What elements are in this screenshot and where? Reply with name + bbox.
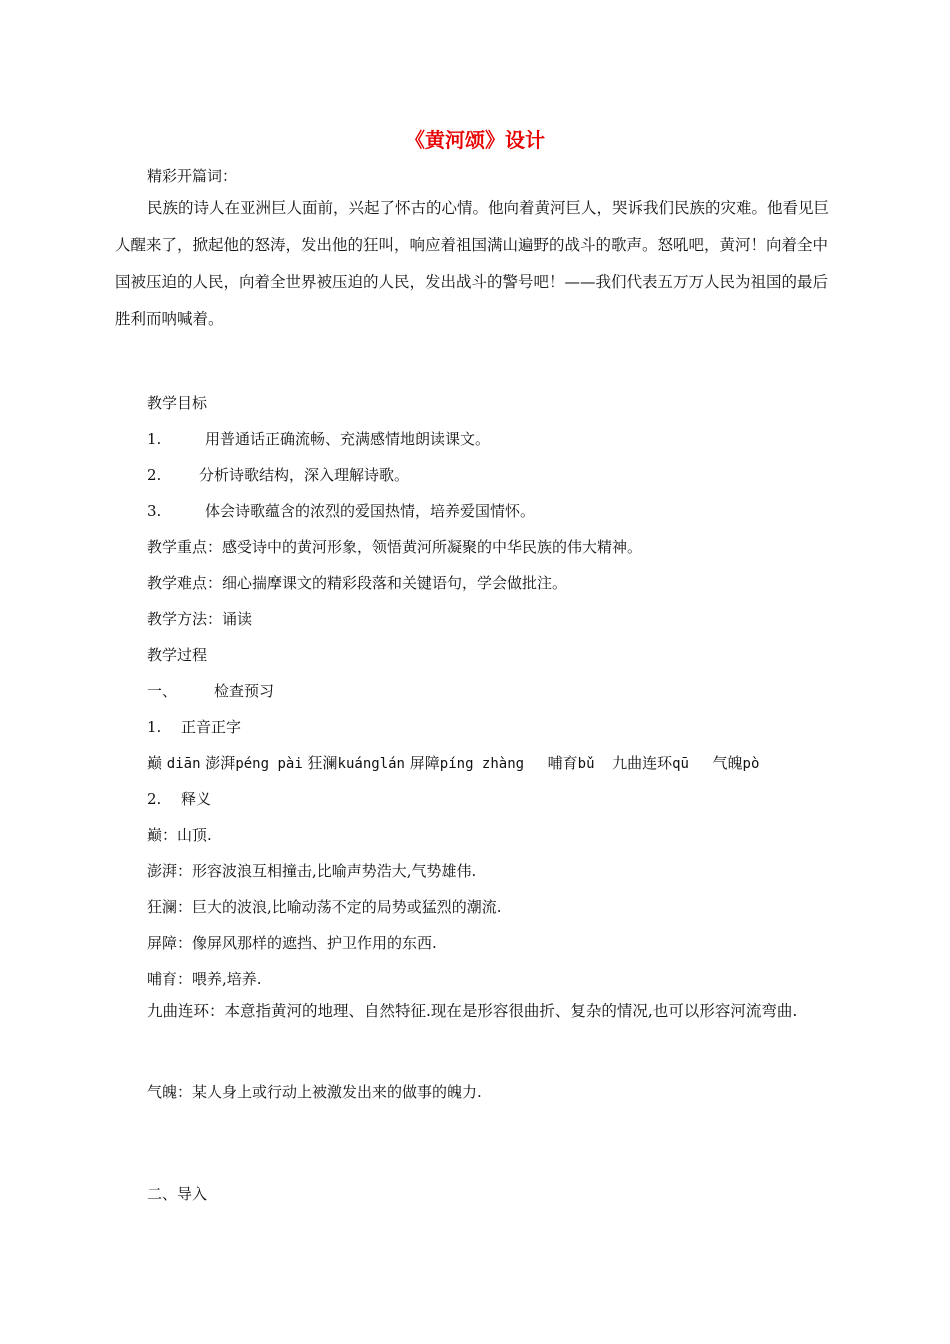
pinyin-reading: qū — [672, 756, 689, 772]
pinyin-reading: bǔ — [577, 756, 595, 772]
definition-item: 气魄：某人身上或行动上被激发出来的做事的魄力. — [147, 1083, 482, 1101]
subsection-text: 正音正字 — [181, 718, 242, 736]
pinyin-reading: diān — [166, 756, 201, 772]
goal-number: 1. — [147, 430, 162, 448]
section-heading: 二、导入 — [147, 1185, 208, 1203]
subsection-number: 1. — [147, 718, 162, 736]
pinyin-reading: kuánglán — [337, 756, 405, 772]
definition-item: 狂澜：巨大的波浪,比喻动荡不定的局势或猛烈的潮流. — [147, 898, 502, 916]
definition-item: 澎湃：形容波浪互相撞击,比喻声势浩大,气势雄伟. — [147, 862, 477, 880]
goal-number: 3. — [147, 502, 162, 520]
section-number: 一、 — [147, 682, 178, 700]
pinyin-reading: pò — [742, 756, 760, 772]
pinyin-word: 澎湃 — [205, 754, 236, 772]
subsection-heading — [147, 717, 241, 737]
goal-number: 2. — [147, 466, 162, 484]
goal-text: 体会诗歌蕴含的浓烈的爱国热情，培养爱国情怀。 — [205, 502, 536, 520]
goal-item — [147, 429, 490, 449]
pinyin-reading: píng zhàng — [439, 756, 525, 772]
goals-heading: 教学目标 — [147, 394, 208, 412]
pinyin-word: 哺育 — [547, 754, 578, 772]
definition-item: 巅：山顶. — [147, 826, 212, 844]
pinyin-word: 巅 — [147, 754, 163, 772]
teaching-method: 教学方法：诵读 — [147, 610, 253, 628]
goal-item — [147, 501, 535, 521]
definition-item-long: 九曲连环：本意指黄河的地理、自然特征.现在是形容很曲折、复杂的情况,也可以形容河流弯曲. — [147, 1002, 798, 1020]
pinyin-reading: péng pài — [235, 756, 303, 772]
pinyin-word: 九曲连环 — [612, 754, 673, 772]
definition-item: 屏障：像屏风那样的遮挡、护卫作用的东西. — [147, 934, 437, 952]
pinyin-word: 屏障 — [409, 754, 440, 772]
key-point: 教学重点：感受诗中的黄河形象，领悟黄河所凝聚的中华民族的伟大精神。 — [147, 538, 643, 556]
section-text: 检查预习 — [214, 682, 275, 700]
document-title: 《黄河颂》设计 — [405, 128, 545, 152]
pinyin-word: 气魄 — [712, 754, 743, 772]
pinyin-word: 狂澜 — [307, 754, 338, 772]
difficulty: 教学难点：细心揣摩课文的精彩段落和关键语句，学会做批注。 — [147, 574, 568, 592]
section-heading — [147, 681, 274, 701]
goal-text: 分析诗歌结构，深入理解诗歌。 — [199, 466, 410, 484]
opening-label: 精彩开篇词： — [147, 167, 238, 185]
pinyin-line — [147, 753, 759, 774]
opening-paragraph: 民族的诗人在亚洲巨人面前，兴起了怀古的心情。他向着黄河巨人，哭诉我们民族的灾难。他看见巨人醒来了，掀起他的怒涛，发出他的狂叫，响应着祖国满山遍野的战斗的歌声。怒吼吧，黄河！向着全中国被压迫的人民，向着全世界被压迫的人民，发出战斗的警号吧！——我们代表五万万人民为祖国的最后胜利而呐喊着。 — [115, 199, 830, 328]
goal-item — [147, 465, 409, 485]
process-heading: 教学过程 — [147, 646, 208, 664]
goal-text: 用普通话正确流畅、充满感情地朗读课文。 — [205, 430, 491, 448]
subsection-text: 释义 — [181, 790, 212, 808]
definition-item: 哺育：喂养,培养. — [147, 970, 262, 988]
subsection-number: 2. — [147, 790, 162, 808]
subsection-heading — [147, 789, 211, 809]
